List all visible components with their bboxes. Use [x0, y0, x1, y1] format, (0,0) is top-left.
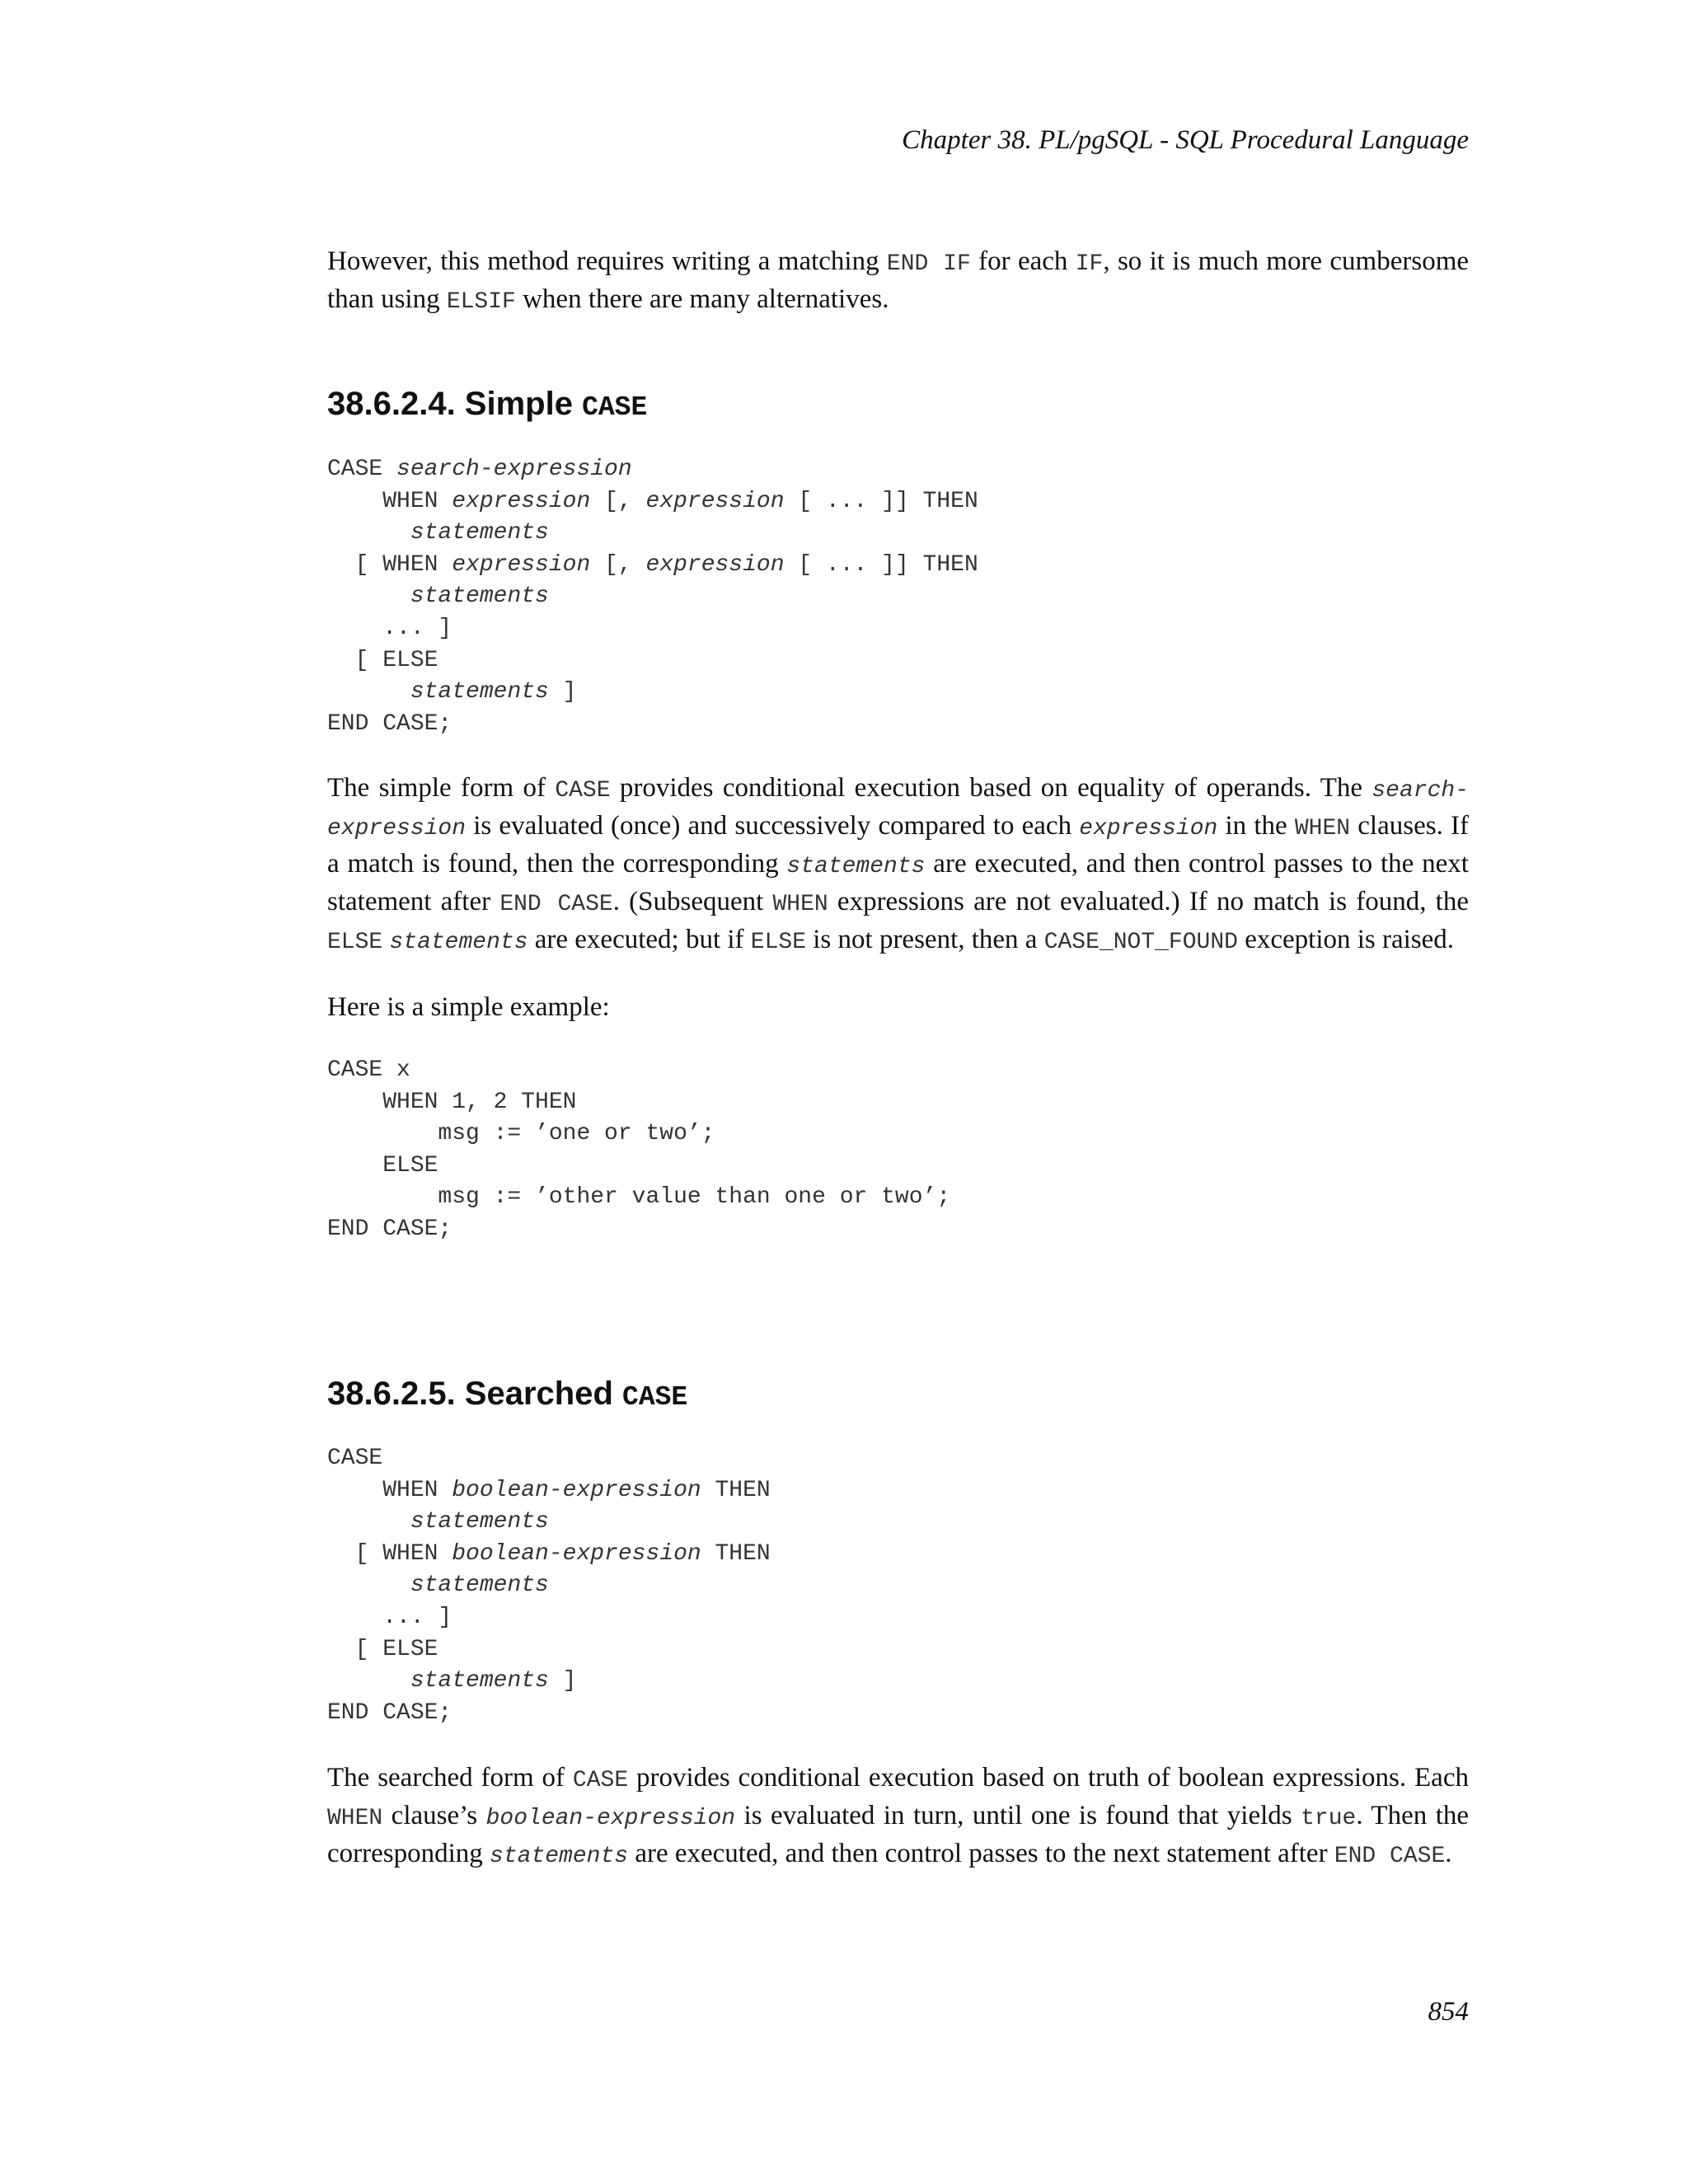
- code-indent: [327, 1668, 410, 1694]
- code-literal: CASE: [555, 778, 611, 804]
- code-token: [ ELSE: [327, 647, 438, 673]
- code-token: END CASE;: [327, 1699, 452, 1726]
- code-var: statements: [410, 1509, 549, 1535]
- code-var: expression: [645, 551, 785, 578]
- code-var: statements: [389, 930, 528, 955]
- code-token: [ ... ]] THEN: [784, 551, 978, 578]
- intro-text: when there are many alternatives.: [515, 284, 889, 314]
- desc-text: are executed; but if: [528, 925, 751, 954]
- code-var: boolean-expression: [452, 1477, 701, 1503]
- code-token: [ ELSE: [327, 1636, 438, 1662]
- code-literal: WHEN: [772, 892, 828, 917]
- code-var: expression: [452, 551, 591, 578]
- code-token: CASE: [327, 457, 397, 482]
- code-token: END CASE;: [327, 710, 452, 737]
- code-token: [ ... ]] THEN: [784, 488, 978, 514]
- section-heading-simple-case: [327, 386, 647, 423]
- code-indent: [327, 1509, 410, 1535]
- code-var: expression: [645, 488, 785, 514]
- intro-text: , so it is much more cumbersome than using: [327, 246, 1470, 314]
- code-token: [ WHEN: [327, 551, 452, 578]
- code-var: search-expression: [327, 778, 1469, 841]
- code-var: statements: [786, 854, 926, 879]
- code-indent: [327, 1572, 410, 1598]
- heading-code: CASE: [622, 1382, 688, 1413]
- desc-text: clauses. If a match is found, then the corresponding: [327, 811, 1470, 879]
- desc-text: expressions are not evaluated.) If no match is found, the: [828, 887, 1469, 916]
- section-heading-searched-case: [327, 1376, 687, 1413]
- code-literal: END CASE: [499, 892, 613, 917]
- code-literal: END CASE: [1334, 1844, 1446, 1869]
- desc-text: are executed, and then control passes to the next statement after: [327, 849, 1469, 916]
- code-literal: true: [1301, 1806, 1357, 1831]
- desc-text: . Then the corresponding: [327, 1801, 1470, 1868]
- code-token: CASE: [327, 1446, 383, 1471]
- intro-text: However, this method requires writing a matching: [327, 246, 887, 276]
- searched-case-syntax: [327, 1443, 771, 1729]
- code-indent: [327, 520, 410, 546]
- desc-text: . (Subsequent: [612, 887, 773, 916]
- code-token: THEN: [701, 1540, 771, 1567]
- desc-text: The searched form of: [327, 1763, 573, 1793]
- code-token: ]: [548, 1668, 577, 1694]
- desc-text: exception is raised.: [1237, 925, 1455, 954]
- desc-text: clause’s: [382, 1801, 486, 1830]
- desc-text: provides conditional execution based on equality of operands. The: [610, 773, 1372, 803]
- code-indent: [327, 583, 410, 609]
- desc-text: is not present, then a: [806, 925, 1044, 954]
- code-literal: WHEN: [1294, 816, 1351, 841]
- code-token: THEN: [701, 1477, 771, 1503]
- running-header: Chapter 38. PL/pgSQL - SQL Procedural Language: [902, 125, 1469, 155]
- code-var: statements: [410, 1668, 549, 1694]
- code-literal: CASE_NOT_FOUND: [1043, 930, 1238, 955]
- code-token: ... ]: [327, 1604, 452, 1630]
- code-var: boolean-expression: [452, 1540, 701, 1567]
- desc-text: are executed, and then control passes to the next statement after: [628, 1839, 1334, 1868]
- code-var: expression: [452, 488, 591, 514]
- desc-text: in the: [1217, 811, 1295, 841]
- simple-case-description: [327, 771, 1469, 960]
- code-var: boolean-expression: [485, 1806, 736, 1831]
- code-var: statements: [410, 1572, 549, 1599]
- desc-text: is evaluated in turn, until one is found that yields: [735, 1801, 1301, 1830]
- code-token: [,: [590, 551, 646, 578]
- code-token: WHEN: [327, 1477, 452, 1503]
- code-var: statements: [410, 583, 549, 610]
- example-intro: Here is a simple example:: [327, 992, 610, 1022]
- document-page: [327, 0, 1469, 2184]
- code-indent: [327, 679, 410, 705]
- code-var: statements: [490, 1844, 629, 1869]
- code-end-if: END IF: [886, 251, 971, 277]
- simple-case-example-code: CASE x WHEN 1, 2 THEN msg := ’one or two’; ELSE msg := ’other value than one or two’; END CASE;: [327, 1057, 951, 1242]
- heading-code: CASE: [582, 392, 648, 423]
- searched-case-description: [327, 1760, 1469, 1874]
- heading-text: 38.6.2.5. Searched: [327, 1376, 623, 1412]
- code-token: WHEN: [327, 488, 452, 514]
- desc-text: .: [1445, 1839, 1452, 1868]
- desc-text: The simple form of: [327, 773, 556, 803]
- code-var: statements: [410, 679, 549, 705]
- desc-text: is evaluated (once) and successively compared to each: [466, 811, 1080, 841]
- intro-paragraph: [327, 244, 1469, 320]
- code-var: search-expression: [396, 457, 632, 482]
- heading-text: 38.6.2.4. Simple: [327, 386, 583, 422]
- code-literal: CASE: [572, 1768, 629, 1793]
- code-var: expression: [1079, 816, 1218, 841]
- code-elsif: ELSIF: [446, 289, 516, 315]
- code-literal: WHEN: [327, 1806, 383, 1831]
- code-token: ]: [548, 679, 577, 705]
- code-literal: ELSE: [750, 930, 807, 955]
- desc-text: provides conditional execution based on truth of boolean expressions. Each: [628, 1763, 1469, 1793]
- code-token: [ WHEN: [327, 1540, 452, 1567]
- code-token: ... ]: [327, 615, 452, 641]
- code-literal: ELSE: [327, 930, 383, 955]
- page-number: 854: [1428, 1997, 1469, 2027]
- intro-text: for each: [970, 246, 1076, 276]
- code-var: statements: [410, 520, 549, 546]
- code-if: IF: [1075, 251, 1104, 277]
- simple-case-syntax: [327, 454, 978, 740]
- code-token: [,: [590, 488, 646, 514]
